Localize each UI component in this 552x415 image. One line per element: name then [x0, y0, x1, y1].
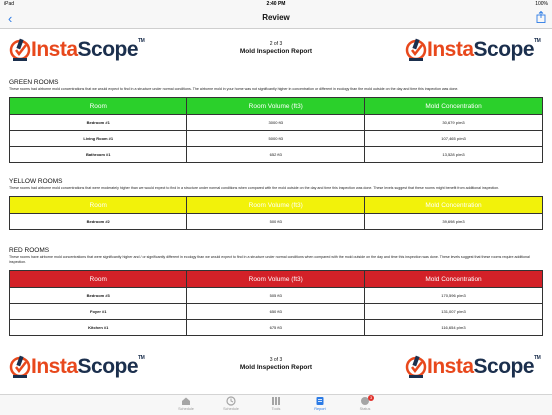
status-bar — [0, 0, 552, 8]
microscope-logo-icon — [405, 353, 427, 381]
share-icon[interactable] — [536, 11, 546, 23]
column-header-room: Room — [10, 271, 187, 288]
logo-trademark: TM — [138, 355, 145, 361]
notification-badge: 3 — [370, 395, 373, 400]
tab-label: Schedule — [223, 407, 239, 411]
logo-text-insta: Insta — [31, 38, 78, 61]
column-header-volume: Room Volume (ft3) — [187, 271, 365, 288]
table-header-row — [10, 271, 543, 288]
volume-cell: 652 ft3 — [187, 147, 365, 163]
room-cell: Kitchen #1 — [10, 320, 187, 336]
table-row — [10, 147, 543, 163]
concentration-cell: 131,007 p/m3 — [365, 304, 543, 320]
concentration-cell: 170,596 p/m3 — [365, 288, 543, 304]
column-header-concentration: Mold Concentration — [365, 271, 543, 288]
logo-text-scope: Scope — [473, 355, 535, 378]
clock: 2:40 PM — [266, 1, 286, 7]
column-header-room: Room — [10, 98, 187, 115]
report-icon — [315, 396, 325, 406]
logo-text-insta: Insta — [31, 355, 78, 378]
navigation-bar — [0, 8, 552, 29]
yellow-rooms-section — [9, 178, 543, 230]
volume-cell: 675 ft3 — [187, 320, 365, 336]
instascope-logo-right — [405, 32, 541, 68]
page-number: 3 of 3 — [269, 357, 283, 363]
volume-cell: 500 ft3 — [187, 214, 365, 230]
logo-trademark: TM — [138, 38, 145, 44]
concentration-cell: 30,679 p/m3 — [365, 115, 543, 131]
concentration-cell: 39,698 p/m3 — [365, 214, 543, 230]
logo-text-insta: Insta — [427, 355, 474, 378]
column-header-room: Room — [10, 197, 187, 214]
red-rooms-section — [9, 247, 543, 336]
tab-label: Status — [359, 407, 371, 411]
volume-cell: 5000 ft3 — [187, 131, 365, 147]
green-rooms-table — [9, 97, 543, 163]
table-header-row — [10, 197, 543, 214]
clock-icon — [226, 396, 236, 406]
battery-level: 100% — [535, 1, 548, 7]
red-rooms-description: These rooms have airborne mold concentrations that were significantly higher and / or significantly different in ecology than we would expect to find in a structure under normal conditions when compared with the mold outside on the day and time this inspection was done. These levels suggest that these rooms require additional inspection. — [9, 255, 530, 264]
tab-label: Schedule — [178, 407, 194, 411]
room-cell: Living Room #1 — [10, 131, 187, 147]
home-icon — [181, 396, 191, 406]
volume-cell: 3000 ft3 — [187, 115, 365, 131]
logo-trademark: TM — [534, 38, 541, 44]
green-rooms-heading: GREEN ROOMS — [9, 79, 59, 86]
concentration-cell: 107,465 p/m3 — [365, 131, 543, 147]
tab-home[interactable] — [166, 396, 206, 411]
device-label: iPad — [4, 1, 15, 7]
table-row — [10, 115, 543, 131]
table-row — [10, 214, 543, 230]
tab-bar — [0, 394, 552, 415]
red-rooms-table — [9, 270, 543, 336]
logo-text-scope: Scope — [77, 38, 139, 61]
tab-tools[interactable] — [256, 396, 296, 411]
instascope-logo-right-page3 — [405, 349, 541, 385]
report-document[interactable] — [0, 29, 552, 394]
table-row — [10, 304, 543, 320]
page-title: Review — [262, 13, 290, 22]
logo-text-insta: Insta — [427, 38, 474, 61]
tab-label: Tools — [271, 407, 281, 411]
logo-text-scope: Scope — [473, 38, 535, 61]
table-row — [10, 320, 543, 336]
tab-schedule[interactable] — [211, 396, 251, 411]
yellow-rooms-table — [9, 196, 543, 230]
green-rooms-description: These rooms had airborne mold concentrations that we would expect to find in a structure under normal conditions. The airborne mold in your home was not significantly higher in concentration or different in ecology than the mold outside on the day and time this inspection was done. — [9, 87, 459, 91]
column-header-volume: Room Volume (ft3) — [187, 98, 365, 115]
logo-text-scope: Scope — [77, 355, 139, 378]
table-row — [10, 288, 543, 304]
column-header-concentration: Mold Concentration — [365, 197, 543, 214]
volume-cell: 505 ft3 — [187, 288, 365, 304]
concentration-cell: 13,528 p/m3 — [365, 147, 543, 163]
tab-label: Report — [314, 407, 326, 411]
column-header-volume: Room Volume (ft3) — [187, 197, 365, 214]
table-header-row — [10, 98, 543, 115]
green-rooms-section — [9, 79, 543, 163]
tab-status[interactable] — [345, 396, 385, 411]
concentration-cell: 116,654 p/m3 — [365, 320, 543, 336]
report-title: Mold Inspection Report — [239, 364, 313, 371]
room-cell: Foyer #1 — [10, 304, 187, 320]
room-cell: Bedroom #3 — [10, 288, 187, 304]
table-row — [10, 131, 543, 147]
tools-icon — [271, 396, 281, 406]
room-cell: Bedroom #2 — [10, 214, 187, 230]
volume-cell: 650 ft3 — [187, 304, 365, 320]
tab-report[interactable] — [300, 396, 340, 411]
logo-trademark: TM — [534, 355, 541, 361]
column-header-concentration: Mold Concentration — [365, 98, 543, 115]
yellow-rooms-heading: YELLOW ROOMS — [9, 178, 63, 185]
yellow-rooms-description: These rooms had airborne mold concentrations that were moderately higher than we would expect to find in a structure under normal conditions when compared with the mold outside on the day and time this inspection was done. These levels suggest that these rooms might benefit from additional inspection. — [9, 186, 500, 190]
room-cell: Bedroom #1 — [10, 115, 187, 131]
back-chevron-icon[interactable]: ‹ — [8, 11, 13, 26]
microscope-logo-icon — [405, 36, 427, 64]
report-title: Mold Inspection Report — [239, 48, 313, 55]
red-rooms-heading: RED ROOMS — [9, 247, 50, 254]
page-number: 2 of 3 — [269, 41, 283, 47]
room-cell: Bathroom #1 — [10, 147, 187, 163]
